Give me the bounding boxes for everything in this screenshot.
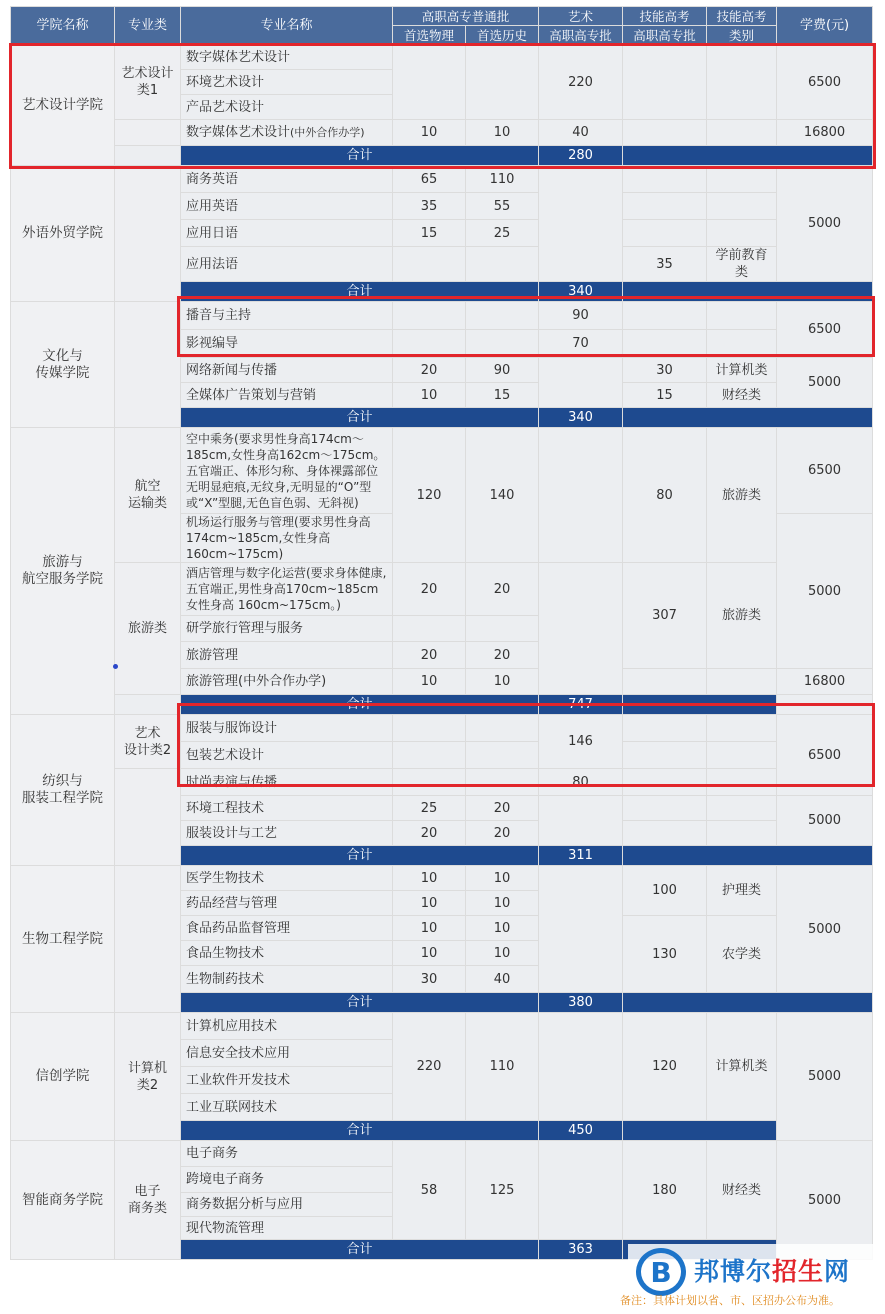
fee-value: 5000 [777,1013,873,1141]
art-quota: 80 [539,769,623,796]
college-name: 智能商务学院 [11,1141,115,1260]
physics-quota: 30 [393,966,466,993]
watermark-text [694,1252,850,1288]
physics-quota: 10 [393,891,466,916]
skill-category: 旅游类 [707,428,777,563]
fee-value: 16800 [777,669,873,695]
enrollment-plan-table [10,6,873,1260]
major-name: 药品经营与管理 [181,891,393,916]
total-label-text: 合计 [346,697,373,712]
header-skill1: 技能高考 [623,7,707,26]
major-name: 食品生物技术 [181,941,393,966]
header-physics: 首选物理 [393,26,466,45]
total-value: 340 [539,408,623,428]
header-general: 高职高专普通批 [393,7,539,26]
physics-quota: 120 [393,428,466,563]
college-name-line2: 服装工程学院 [22,790,103,806]
category-line2: 运输类 [127,496,167,511]
header-skillcat1: 技能高考 [707,7,777,26]
history-quota: 25 [466,220,539,247]
major-name: 环境工程技术 [181,796,393,821]
total-value: 747 [539,695,623,715]
college-name-line1: 纺织与 [42,773,83,789]
skill-quota: 130 [623,916,707,993]
total-label-text: 合计 [346,848,373,863]
history-quota: 90 [466,358,539,383]
watermark-text-2: 招生 [772,1257,825,1286]
header-art2: 高职高专批 [539,26,623,45]
header-skill2: 高职高专批 [623,26,707,45]
category-name [115,1141,181,1260]
major-name: 服装设计与工艺 [181,821,393,846]
history-quota: 10 [466,891,539,916]
history-quota: 10 [466,120,539,146]
major-note: (中外合作办学) [290,126,365,139]
fee-value: 5000 [777,796,873,846]
skill-category: 学前教育类 [707,247,777,282]
table-row [11,769,873,796]
major-name: 旅游管理(中外合作办学) [181,669,393,695]
total-label-text: 合计 [346,1123,373,1138]
physics-quota: 10 [393,669,466,695]
physics-quota: 20 [393,358,466,383]
history-quota: 125 [466,1141,539,1240]
skill-category: 财经类 [707,1141,777,1240]
physics-quota: 220 [393,1013,466,1121]
skill-quota: 15 [623,383,707,408]
table-row [11,302,873,330]
category-line1: 航空 [134,479,161,494]
watermark-logo-icon: B [636,1248,686,1296]
major-name: 包装艺术设计 [181,742,393,769]
table-row [11,866,873,891]
major-name: 现代物流管理 [181,1217,393,1240]
college-name-line1: 文化与 [42,347,83,364]
major-name: 跨境电子商务 [181,1167,393,1193]
major-name [181,120,393,146]
history-quota: 20 [466,563,539,616]
physics-quota: 10 [393,866,466,891]
major-name: 影视编导 [181,330,393,358]
history-quota: 20 [466,642,539,669]
art-quota: 40 [539,120,623,146]
major-name: 信息安全技术应用 [181,1040,393,1067]
college-name [11,302,115,428]
physics-quota: 20 [393,563,466,616]
category-line1: 电子 [134,1184,161,1199]
total-row [11,146,873,166]
major-text: 数字媒体艺术设计 [186,125,291,140]
college-name [11,428,115,715]
header-college: 学院名称 [11,7,115,45]
header-category: 专业类 [115,7,181,45]
skill-category: 护理类 [707,866,777,916]
total-value: 450 [539,1121,623,1141]
table-row [11,45,873,70]
major-name: 医学生物技术 [181,866,393,891]
major-name: 时尚表演与传播 [181,769,393,796]
category-name [115,715,181,769]
major-name: 应用日语 [181,220,393,247]
physics-quota: 20 [393,821,466,846]
major-name: 服装与服饰设计 [181,715,393,742]
major-name: 工业软件开发技术 [181,1067,393,1094]
major-name: 网络新闻与传播 [181,358,393,383]
history-quota: 10 [466,866,539,891]
total-value: 340 [539,282,623,302]
fee-value: 6500 [777,302,873,358]
total-row [11,695,873,715]
major-name: 应用法语 [181,247,393,282]
history-quota: 140 [466,428,539,563]
category-line2: 商务类 [127,1201,167,1216]
total-label-text: 合计 [346,148,373,163]
table-row [11,120,873,146]
college-name [11,715,115,866]
physics-quota: 65 [393,166,466,193]
header-skillcat2: 类别 [707,26,777,45]
major-name: 空中乘务(要求男性身高174cm～185cm,女性身高162cm～175cm。五官端正、体形匀称、身体裸露部位无明显疤痕,无纹身,无明显的“O”型或“X”型腿,无色盲色弱、无斜视) [181,428,393,514]
history-quota: 110 [466,1013,539,1121]
table-row [11,428,873,514]
physics-quota: 10 [393,383,466,408]
skill-quota: 80 [623,428,707,563]
header-fee: 学费(元) [777,7,873,45]
category-text: 艺术设计类1 [121,66,174,98]
header-major: 专业名称 [181,7,393,45]
category-name [115,1013,181,1141]
total-label-text: 合计 [346,284,373,299]
total-value: 380 [539,993,623,1013]
fee-value: 5000 [777,514,873,669]
history-quota: 10 [466,916,539,941]
skill-quota: 307 [623,563,707,669]
art-quota: 146 [539,715,623,769]
college-name-line2: 传媒学院 [35,364,90,381]
history-quota: 10 [466,669,539,695]
major-name: 全媒体广告策划与营销 [181,383,393,408]
fee-value: 6500 [777,45,873,120]
header-art1: 艺术 [539,7,623,26]
major-name: 机场运行服务与管理(要求男性身高174cm~185cm,女性身高160cm~175cm) [181,514,393,563]
college-name: 艺术设计学院 [11,45,115,166]
major-name: 计算机应用技术 [181,1013,393,1040]
skill-quota: 100 [623,866,707,916]
total-value: 280 [539,146,623,166]
major-name: 环境艺术设计 [181,70,393,95]
fee-value: 5000 [777,358,873,408]
skill-category: 农学类 [707,916,777,993]
total-label [181,146,539,166]
fee-value: 5000 [777,866,873,993]
table-row [11,166,873,193]
major-name: 商务英语 [181,166,393,193]
skill-quota: 35 [623,247,707,282]
physics-quota: 58 [393,1141,466,1240]
physics-quota: 35 [393,193,466,220]
physics-quota: 10 [393,916,466,941]
college-name-line1: 旅游与 [42,554,83,570]
fee-value: 5000 [777,1141,873,1260]
history-quota: 10 [466,941,539,966]
history-quota: 15 [466,383,539,408]
art-quota: 90 [539,302,623,330]
fee-value: 5000 [777,166,873,282]
college-name: 生物工程学院 [11,866,115,1013]
table-row [11,1141,873,1167]
skill-category: 计算机类 [707,1013,777,1121]
total-label-text: 合计 [346,410,373,425]
total-value: 363 [539,1240,623,1260]
table-row [11,563,873,616]
total-value: 311 [539,846,623,866]
category-line1: 计算机 [127,1060,167,1076]
fee-value: 6500 [777,715,873,796]
table-row [11,1013,873,1040]
fee-value: 6500 [777,428,873,514]
skill-category: 计算机类 [707,358,777,383]
physics-quota: 10 [393,941,466,966]
history-quota: 55 [466,193,539,220]
college-name: 信创学院 [11,1013,115,1141]
total-label-text: 合计 [346,995,373,1010]
category-name [115,45,181,120]
category-line2: 类2 [136,1077,159,1093]
major-name: 旅游管理 [181,642,393,669]
major-name: 产品艺术设计 [181,95,393,120]
fee-value: 16800 [777,120,873,146]
college-name-line2: 航空服务学院 [22,571,103,587]
major-name: 食品药品监督管理 [181,916,393,941]
major-name: 工业互联网技术 [181,1094,393,1121]
physics-quota: 10 [393,120,466,146]
header-row-1 [11,7,873,26]
footnote: 备注：具体计划以省、市、区招办公布为准。 [620,1294,840,1307]
total-label-text: 合计 [346,1242,373,1257]
major-name: 电子商务 [181,1141,393,1167]
skill-quota: 120 [623,1013,707,1121]
category-line2: 设计类2 [123,742,172,758]
category-name [115,428,181,563]
major-name: 数字媒体艺术设计 [181,45,393,70]
category-name: 旅游类 [115,563,181,695]
major-name: 商务数据分析与应用 [181,1193,393,1217]
history-quota: 20 [466,821,539,846]
header-history: 首选历史 [466,26,539,45]
skill-category: 财经类 [707,383,777,408]
history-quota: 40 [466,966,539,993]
major-name: 研学旅行管理与服务 [181,616,393,642]
art-quota: 220 [539,45,623,120]
major-name: 播音与主持 [181,302,393,330]
history-quota: 110 [466,166,539,193]
table-row [11,715,873,742]
watermark-text-3: 网 [824,1257,851,1286]
watermark-text-1: 邦博尔 [694,1257,773,1286]
history-quota: 20 [466,796,539,821]
major-name: 生物制药技术 [181,966,393,993]
skill-quota: 180 [623,1141,707,1240]
major-name: 应用英语 [181,193,393,220]
physics-quota: 20 [393,642,466,669]
physics-quota: 25 [393,796,466,821]
skill-quota: 30 [623,358,707,383]
physics-quota: 15 [393,220,466,247]
major-name: 酒店管理与数字化运营(要求身体健康,五官端正,男性身高170cm~185cm女性身高 160cm~175cm。) [181,563,393,616]
skill-category: 旅游类 [707,563,777,669]
art-quota: 70 [539,330,623,358]
college-name: 外语外贸学院 [11,166,115,302]
bullet-dot [113,664,118,669]
category-line1: 艺术 [134,725,161,741]
